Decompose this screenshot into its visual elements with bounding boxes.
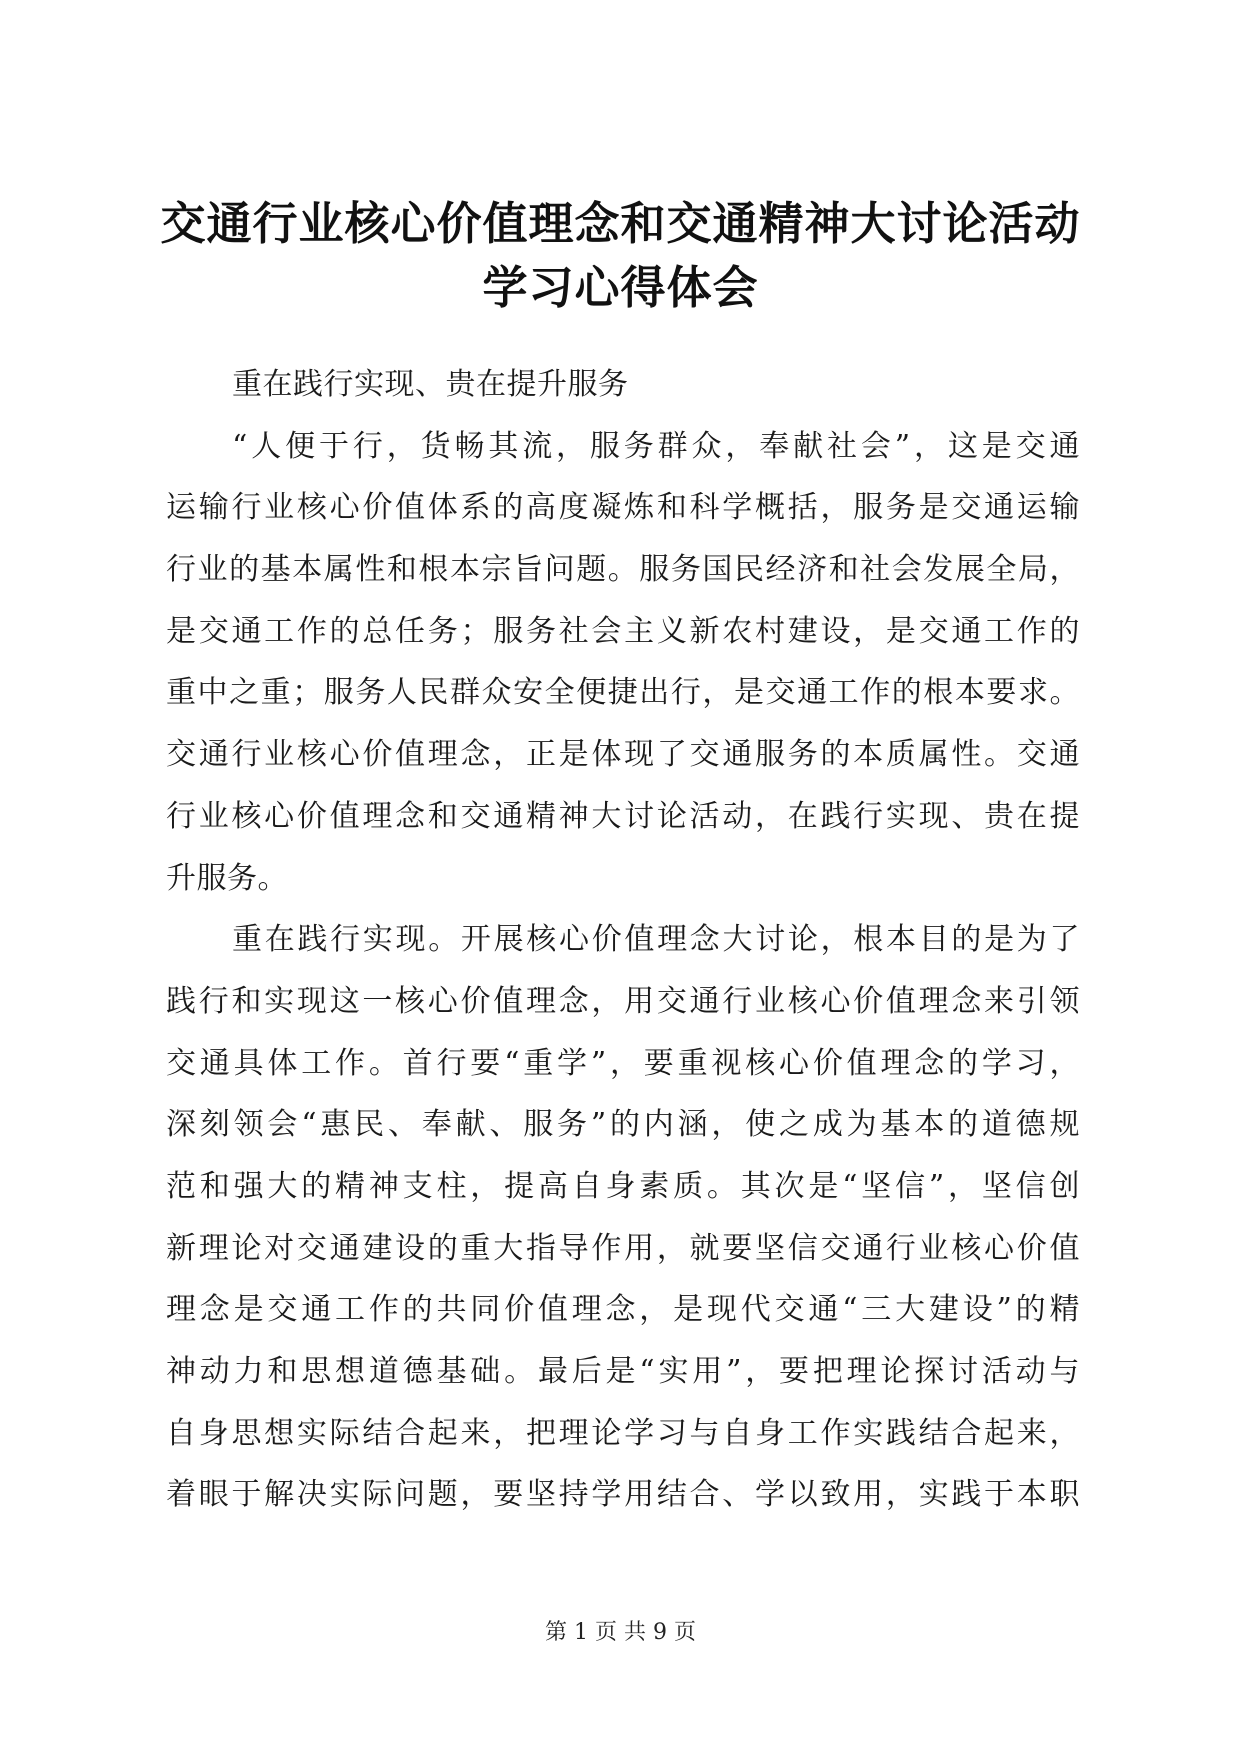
paragraph-line: 理念是交通工作的共同价值理念，是现代交通“三大建设”的精 (166, 1292, 1080, 1328)
paragraph-line: 新理论对交通建设的重大指导作用，就要坚信交通行业核心价值 (166, 1230, 1080, 1266)
paragraph-line: 深刻领会“惠民、奉献、服务”的内涵，使之成为基本的道德规 (166, 1107, 1080, 1143)
paragraph-line: 升服务。 (166, 860, 288, 896)
page-number-footer: 第 1 页 共 9 页 (545, 1620, 696, 1645)
paragraph-line: 自身思想实际结合起来，把理论学习与自身工作实践结合起来， (166, 1415, 1080, 1451)
paragraph-line: 交通具体工作。首行要“重学”，要重视核心价值理念的学习， (166, 1045, 1080, 1081)
paragraph-line: “人便于行，货畅其流，服务群众，奉献社会”，这是交通 (232, 428, 1080, 464)
paragraph-line: 神动力和思想道德基础。最后是“实用”，要把理论探讨活动与 (166, 1354, 1080, 1389)
paragraph-line: 交通行业核心价值理念，正是体现了交通服务的本质属性。交通 (166, 737, 1080, 773)
paragraph-line: 重中之重；服务人民群众安全便捷出行，是交通工作的根本要求。 (166, 675, 1080, 711)
subtitle: 重在践行实现、贵在提升服务 (232, 367, 629, 402)
paragraph-1 (166, 416, 1080, 910)
paragraph-line: 范和强大的精神支柱，提高自身素质。其次是“坚信”，坚信创 (166, 1168, 1080, 1204)
title-line-1: 交通行业核心价值理念和交通精神大讨论活动 (160, 197, 1081, 250)
paragraph-line: 重在践行实现。开展核心价值理念大讨论，根本目的是为了 (232, 922, 1080, 958)
document-body (166, 354, 1080, 1526)
paragraph-line: 运输行业核心价值体系的高度凝炼和科学概括，服务是交通运输 (166, 490, 1080, 526)
paragraph-line: 行业核心价值理念和交通精神大讨论活动，在践行实现、贵在提 (166, 798, 1080, 834)
paragraph-line: 践行和实现这一核心价值理念，用交通行业核心价值理念来引领 (166, 983, 1080, 1019)
document-title (150, 192, 1091, 320)
paragraph-line: 着眼于解决实际问题，要坚持学用结合、学以致用，实践于本职 (166, 1477, 1080, 1513)
paragraph-line: 行业的基本属性和根本宗旨问题。服务国民经济和社会发展全局， (166, 552, 1080, 588)
title-line-2: 学习心得体会 (482, 261, 759, 314)
paragraph-2 (166, 909, 1080, 1526)
paragraph-line: 是交通工作的总任务；服务社会主义新农村建设，是交通工作的 (166, 613, 1080, 649)
